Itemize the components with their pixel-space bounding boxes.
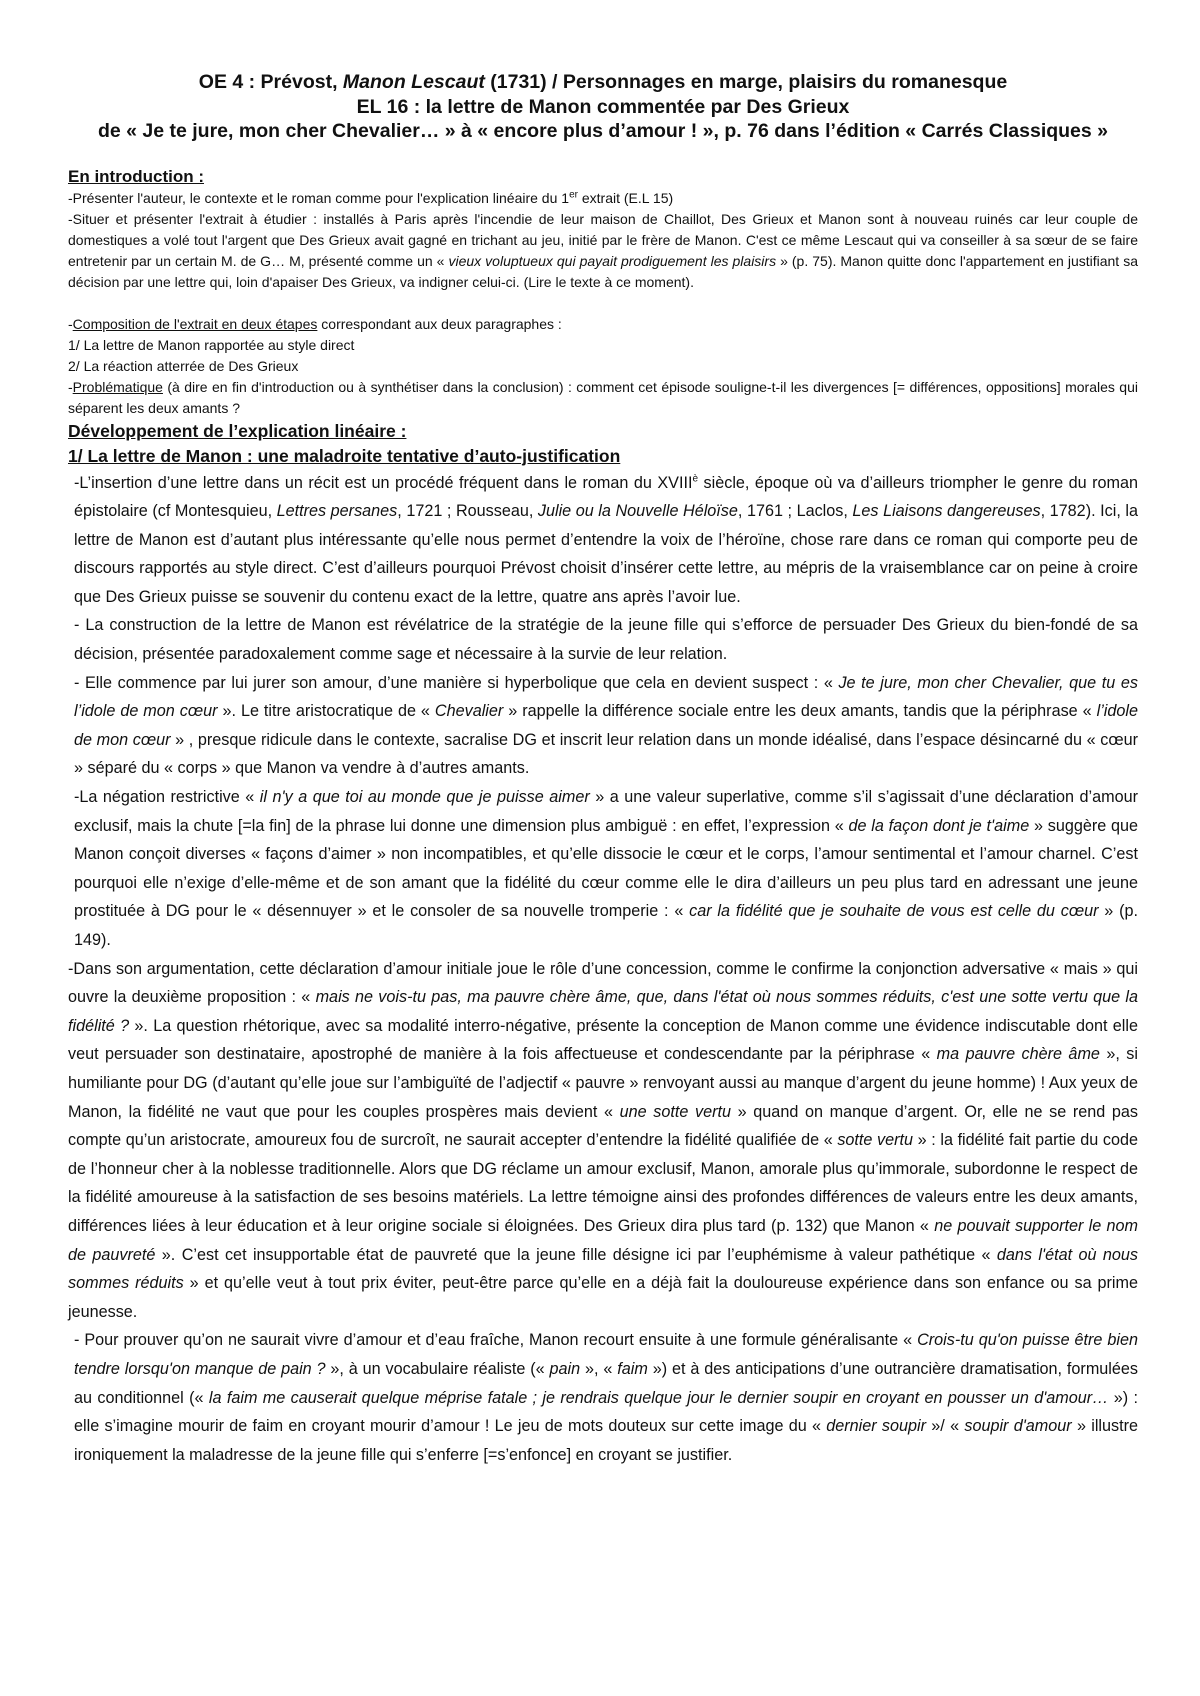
title-line-3: de « Je te jure, mon cher Chevalier… » à « encore plus d’amour ! », p. 76 dans l’édition « Carrés Classiques » [97, 120, 1109, 142]
document-title [68, 70, 1138, 144]
step-2: 2/ La réaction atterrée de Des Grieux [68, 357, 299, 374]
problematique: -Problématique (à dire en fin d'introduction ou à synthétiser dans la conclusion) : comment cet épisode souligne-t-il les divergences [= différences, oppositions] morales qui séparent les deux amants ? [68, 378, 1138, 416]
intro-heading: En introduction : [68, 166, 204, 186]
paragraph-negation: -La négation restrictive « il n'y a que toi au monde que je puisse aimer » a une valeur superlative, comme s’il s’agissait d’une déclaration d’amour exclusif, mais la chute [=la fin] de la phrase lui donne une dimension plus ambiguë : en effet, l’expression « de la façon dont je t'aime » suggère que Manon conçoit diverses « façons d’aimer » non incompatibles, et qu’elle dissocie le cœur et le corps, l’amour sentimental et l’amour charnel. C’est pourquoi elle n’exige d’elle-même et de son amant que la fidélité du cœur comme elle le dira d’ailleurs un peu plus tard en adressant une jeune prostituée à DG pour le « désennuyer » et le consoler de sa nouvelle tromperie : « car la fidélité que je souhaite de vous est celle du cœur » (p. 149). [74, 788, 1138, 949]
paragraph-construction: - La construction de la lettre de Manon est révélatrice de la stratégie de la jeune fille qui s’efforce de persuader Des Grieux du bien-fondé de sa décision, présentée paradoxalement comme sage et nécessaire à la survie de leur relation. [74, 616, 1138, 664]
step-1: 1/ La lettre de Manon rapportée au style direct [68, 336, 355, 353]
paragraph-faim: - Pour prouver qu’on ne saurait vivre d’amour et d’eau fraîche, Manon recourt ensuite à une formule généralisante « Crois-tu qu'on puisse être bien tendre lorsqu'on manque de pain ? », à un vocabulaire réaliste (« pain », « faim ») et à des anticipations d’une outrancière dramatisation, formulées au conditionnel (« la faim me causerait quelque méprise fatale ; je rendrais quelque jour le dernier soupir en croyant en pousser un d'amour… ») : elle s’imagine mourir de faim en croyant mourir d’amour ! Le jeu de mots douteux sur cette image du « dernier soupir »/ « soupir d'amour » illustre ironiquement la maladresse de la jeune fille qui s’enferre [=s’enfonce] en croyant se justifier. [74, 1331, 1139, 1464]
intro-paragraph-1: -Présenter l'auteur, le contexte et le roman comme pour l'explication linéaire du 1er extrait (E.L 15) [68, 188, 674, 206]
paragraph-insertion-lettre: -L’insertion d’une lettre dans un récit est un procédé fréquent dans le roman du $XVIII^è$ siècle, époque où va d’ailleurs triompher le genre du roman épistolaire (cf Montesquieu, Lettres persanes, 1721 ; Rousseau, Julie ou la Nouvelle Héloïse, 1761 ; Laclos, Les Liaisons dangereuses, 1782). Ici, la lettre de Manon est d’autant plus intéressante qu’elle nous permet d’entendre la voix de l’héroïne, chose rare dans ce roman qui comporte peu de discours rapportés au style direct. C’est d’ailleurs pourquoi Prévost choisit d’insérer cette lettre, au mépris de la vraisemblance car on peine à croire que Des Grieux puisse se souvenir du contenu exact de la lettre, quatre ans après l’avoir lue. [74, 473, 1138, 606]
development-heading: Développement de l’explication linéaire : [68, 420, 407, 441]
composition-line: -Composition de l'extrait en deux étapes correspondant aux deux paragraphes : [68, 315, 562, 332]
document-page [68, 70, 1138, 1469]
title-line-1: OE 4 : Prévost, Manon Lescaut (1731) / Personnages en marge, plaisirs du romanesque [198, 71, 1008, 93]
paragraph-argumentation: -Dans son argumentation, cette déclaration d’amour initiale joue le rôle d’une concession, comme le confirme la conjonction adversative « mais » qui ouvre la deuxième proposition : « mais ne vois-tu pas, ma pauvre chère âme, que, dans l'état où nous sommes réduits, c'est une sotte vertu que la fidélité ? ». La question rhétorique, avec sa modalité interro-négative, présente la conception de Manon comme une évidence indiscutable dont elle veut persuader son destinataire, apostrophé de manière à la fois affectueuse et condescendante par la périphrase « ma pauvre chère âme », si humiliante pour DG (d’autant qu’elle joue sur l’ambiguïté de l’adjectif « pauvre » renvoyant aussi au manque d’argent du jeune homme) ! Aux yeux de Manon, la fidélité ne vaut que pour les couples prospères mais devient « une sotte vertu » quand on manque d’argent. Or, elle ne se rend pas compte qu’un aristocrate, amoureux fou de surcroît, ne saurait accepter d’entendre la fidélité qualifiée de « sotte vertu » : la fidélité fait partie du code de l’honneur cher à la noblesse traditionnelle. Alors que DG réclame un amour exclusif, Manon, amorale plus qu’immorale, subordonne le respect de la fidélité amoureuse à la satisfaction de ses besoins matériels. La lettre témoigne ainsi des profondes différences de valeurs entre les deux amants, différences liées à leur éducation et à leur origine sociale si éloignées. Des Grieux dira plus tard (p. 132) que Manon « ne pouvait supporter le nom de pauvreté ». C’est cet insupportable état de pauvreté que la jeune fille désigne ici par l’euphémisme à valeur pathétique « dans l'état où nous sommes réduits » et qu’elle veut à tout prix éviter, peut-être parce qu’elle en a déjà fait la douloureuse expérience dans son enfance ou sa prime jeunesse. [68, 959, 1138, 1321]
intro-section [68, 188, 1138, 419]
development-body [68, 469, 1138, 1470]
intro-paragraph-2: -Situer et présenter l'extrait à étudier : installés à Paris après l'incendie de leur maison de Chaillot, Des Grieux et Manon sont à nouveau ruinés car leur couple de domestiques a volé tout l'argent que Des Grieux avait gagné en trichant au jeu, initié par le frère de Manon. C'est ce même Lescaut qui va conseiller à sa sœur de se faire entretenir par un certain M. de G… M, présenté comme un « vieux voluptueux qui payait prodiguement les plaisirs » (p. 75). Manon quitte donc l'appartement en justifiant sa décision par une lettre qui, loin d'apaiser Des Grieux, va indigner celui-ci. (Lire le texte à ce moment). [68, 210, 1138, 290]
part-1-heading: 1/ La lettre de Manon : une maladroite tentative d’auto-justification [68, 445, 621, 466]
title-line-2: EL 16 : la lettre de Manon commentée par Des Grieux [356, 95, 850, 118]
paragraph-serment: - Elle commence par lui jurer son amour, d’une manière si hyperbolique que cela en devient suspect : « Je te jure, mon cher Chevalier, que tu es l’idole de mon cœur ». Le titre aristocratique de « Chevalier » rappelle la différence sociale entre les deux amants, tandis que la périphrase « l’idole de mon cœur » , presque ridicule dans le contexte, sacralise DG et inscrit leur relation dans un monde idéalisé, dans l’espace désincarné du « cœur » séparé du « corps » que Manon va vendre à d’autres amants. [74, 673, 1138, 778]
